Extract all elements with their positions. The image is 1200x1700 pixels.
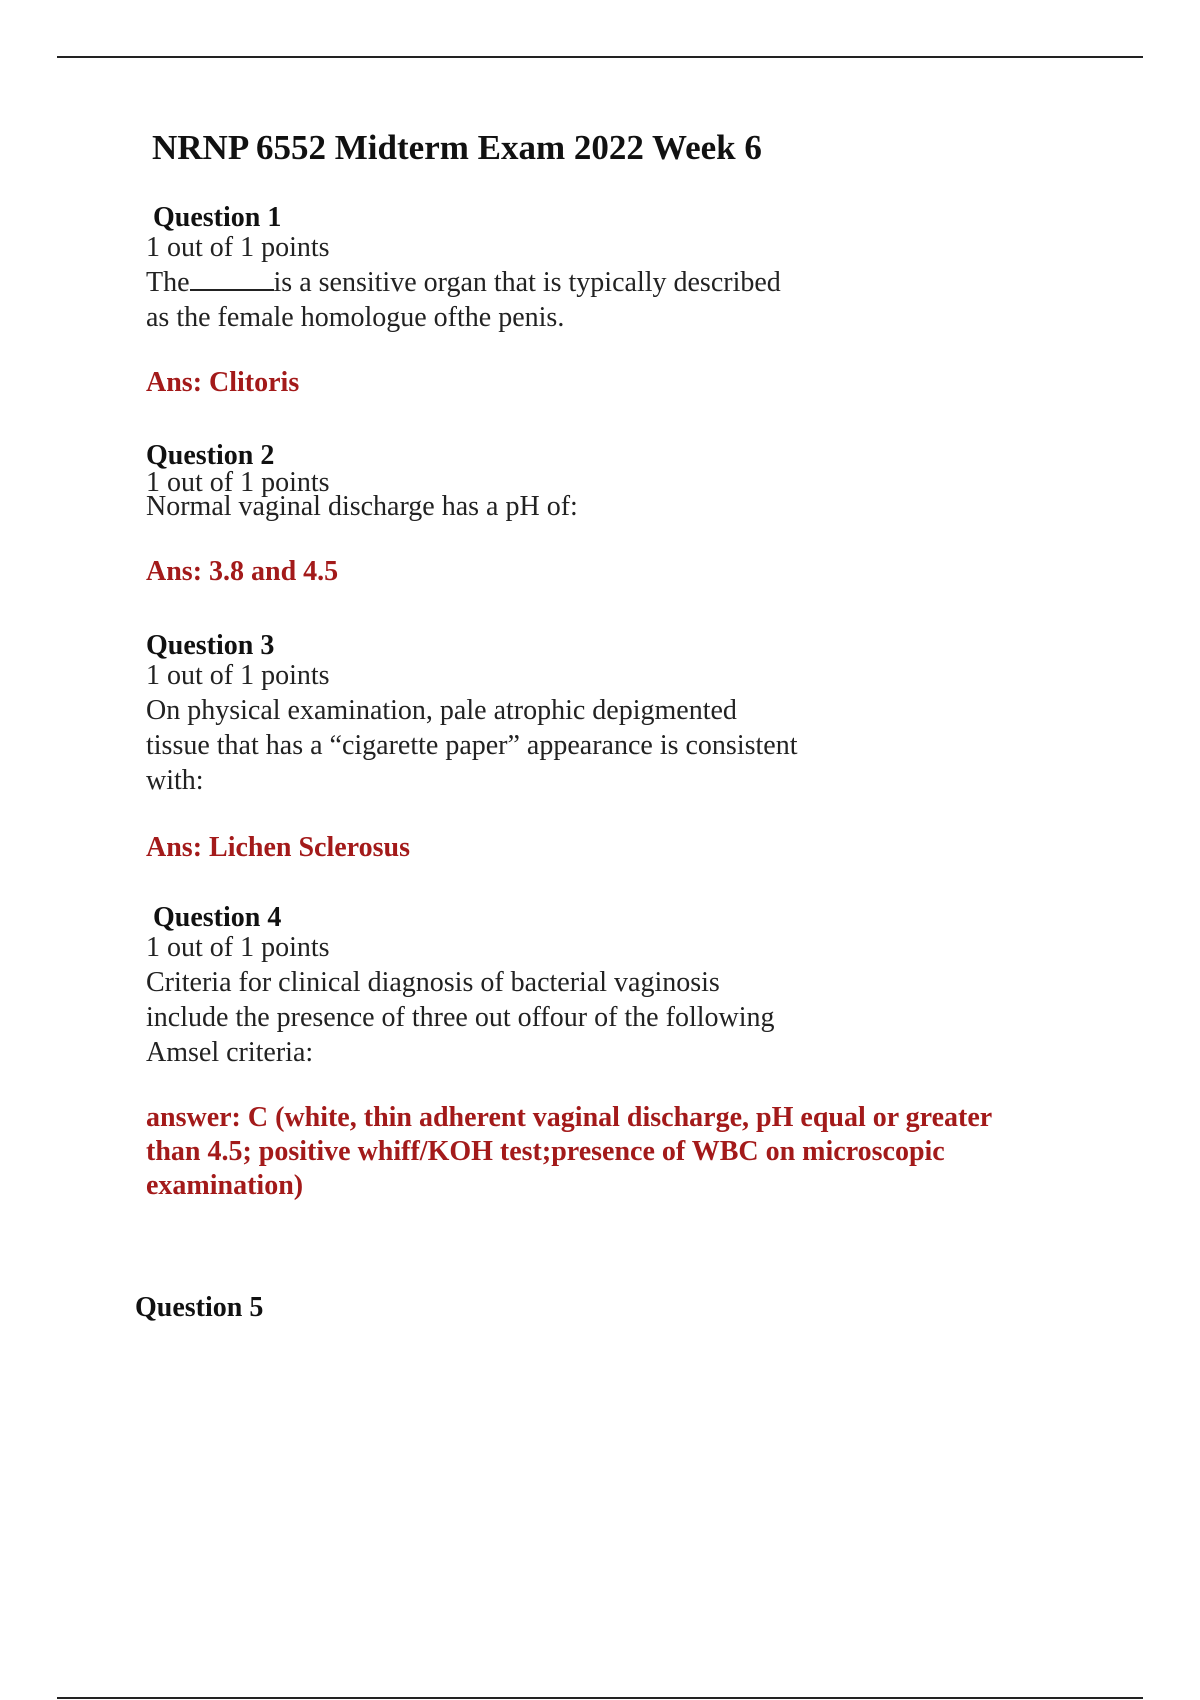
question-2 — [146, 441, 1066, 589]
top-rule — [57, 56, 1143, 58]
question-3-text-line: On physical examination, pale atrophic depigmented — [146, 695, 737, 726]
question-3-answer: Ans: Lichen Sclerosus — [146, 832, 410, 863]
question-4 — [146, 903, 1066, 1203]
question-4-points: 1 out of 1 points — [146, 932, 330, 963]
question-4-answer-line: than 4.5; positive whiff/KOH test;presence of WBC on microscopic — [146, 1136, 945, 1167]
bottom-rule — [57, 1697, 1143, 1699]
question-3 — [146, 631, 1066, 865]
fill-in-blank — [190, 267, 274, 291]
question-2-text: Normal vaginal discharge has a pH of: — [146, 491, 578, 522]
question-1-answer: Ans: Clitoris — [146, 367, 300, 398]
question-3-text — [146, 693, 1066, 798]
question-5-heading: Question 5 — [135, 1292, 264, 1323]
question-2-answer: Ans: 3.8 and 4.5 — [146, 556, 339, 587]
question-3-text-line: tissue that has a “cigarette paper” appearance is consistent — [146, 730, 798, 761]
question-1-text-line-2: as the female homologue ofthe penis. — [146, 302, 565, 333]
question-4-text-line: Criteria for clinical diagnosis of bacterial vaginosis — [146, 967, 720, 998]
question-4-answer-line: answer: C (white, thin adherent vaginal discharge, pH equal or greater — [146, 1102, 993, 1133]
question-4-text-line: Amsel criteria: — [146, 1037, 314, 1068]
question-3-points: 1 out of 1 points — [146, 660, 330, 691]
question-4-text — [146, 965, 1066, 1070]
question-3-heading: Question 3 — [146, 630, 275, 661]
question-1 — [146, 203, 1066, 400]
question-5 — [135, 1293, 1055, 1323]
question-2-points: 1 out of 1 points — [146, 467, 330, 498]
question-4-answer — [146, 1101, 1066, 1203]
question-4-heading: Question 4 — [153, 902, 282, 933]
question-4-text-line: include the presence of three out offour of the following — [146, 1002, 775, 1033]
question-3-text-line: with: — [146, 765, 204, 796]
document-title: NRNP 6552 Midterm Exam 2022 Week 6 — [152, 128, 762, 167]
question-4-answer-line: examination) — [146, 1170, 304, 1201]
question-1-text-after-blank: is a sensitive organ that is typically described — [273, 267, 781, 298]
question-1-points: 1 out of 1 points — [146, 232, 330, 263]
question-1-heading: Question 1 — [153, 202, 282, 233]
question-1-text-before-blank: The — [146, 267, 190, 298]
question-2-heading: Question 2 — [146, 440, 275, 471]
question-1-text — [146, 265, 1066, 335]
